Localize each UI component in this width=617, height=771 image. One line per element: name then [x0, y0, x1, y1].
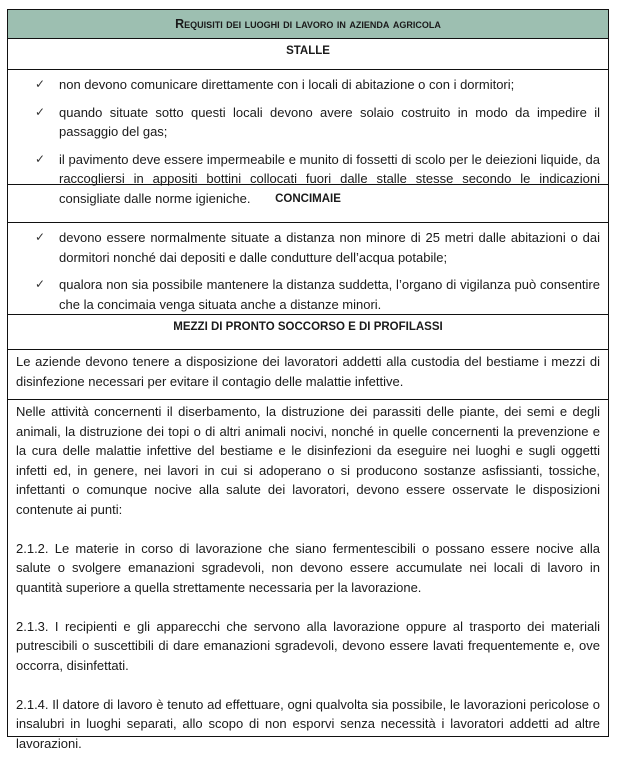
list-item [8, 275, 600, 314]
list-item [8, 103, 600, 142]
paragraph-2-1-4: 2.1.4. Il datore di lavoro è tenuto ad effettuare, ogni qualvolta sia possibile, le lavorazioni pericolose o insalubri in luoghi separati, allo scopo di non esporvi senza necessità i lavoratori addetti ad altre lavorazioni. [16, 696, 600, 751]
checkmark-icon: ✓ [35, 104, 46, 119]
checkmark-icon: ✓ [35, 230, 46, 244]
mezzi-intro: Le aziende devono tenere a disposizione dei lavoratori addetti alla custodia del bestiame i mezzi di disinfezione necessari per evitare il contagio delle malattie infettive. [16, 354, 600, 389]
table-title-text: Requisiti dei luoghi di lavoro in azienda agricola [175, 17, 441, 31]
concimaie-list-cell [8, 222, 608, 314]
table-title [8, 10, 608, 38]
section-heading-stalle: STALLE [8, 38, 608, 69]
list-item [8, 75, 600, 95]
requirements-table [7, 9, 609, 751]
checkmark-icon: ✓ [35, 77, 46, 91]
mezzi-intro-cell [8, 349, 608, 399]
section-heading-concimaie: CONCIMAIE [8, 184, 608, 222]
list-item-text: il pavimento deve essere impermeabile e munito di fossetti di scolo per le deiezioni liquide, da raccogliersi in appositi bottini collocati fuori dalle stalle stesse secondo le indicazioni consigliate dalle norme igieniche. [59, 151, 600, 206]
list-item-text: devono essere normalmente situate a distanza non minore di 25 metri dalle abitazioni o dai dormitori nonché dai depositi e dalle condutture dell’acqua potabile; [59, 230, 600, 265]
section-heading-mezzi: MEZZI DI PRONTO SOCCORSO E DI PROFILASSI [8, 314, 608, 349]
checkmark-icon: ✓ [35, 277, 46, 291]
checkmark-icon: ✓ [35, 151, 46, 166]
paragraph-2-1-2: 2.1.2. Le materie in corso di lavorazione che siano fermentescibili o possano essere nocive alla salute o svolgere emanazioni sgradevoli, non devono essere accumulate nei locali di lavoro in quantità superiore a quella strettamente necessaria per la lavorazione. [16, 540, 600, 595]
list-item-text: quando situate sotto questi locali devono avere solaio costruito in modo da impedire il passaggio del gas; [59, 104, 600, 139]
paragraph-2-1-3: 2.1.3. I recipienti e gli apparecchi che servono alla lavorazione oppure al trasporto dei materiali putrescibili o suscettibili di dare emanazioni sgradevoli, devono essere lavati frequentemente e, ove occorra, disinfettati. [16, 618, 600, 673]
paragraph: Nelle attività concernenti il diserbamento, la distruzione dei parassiti delle piante, dei semi e degli animali, la distruzione dei topi o di altri animali nocivi, nonché in quelle concernenti la prevenzione e la cura delle malattie infettive del bestiame e le disinfezioni da eseguire nei luoghi e sugli oggetti infetti ed, in genere, nei lavori in cui si adoperano o si producono sostanze asfissianti, tossiche, infettanti o comunque nocive alla salute dei lavoratori, devono essere osservate le disposizioni contenute ai punti: [16, 404, 600, 517]
list-item-text: qualora non sia possibile mantenere la distanza suddetta, l’organo di vigilanza può consentire che la concimaia venga situata anche a distanze minori. [59, 277, 600, 312]
mezzi-details-cell [8, 399, 608, 751]
list-item-text: non devono comunicare direttamente con i locali di abitazione o con i dormitori; [59, 77, 515, 92]
concimaie-list [8, 223, 608, 314]
list-item [8, 228, 600, 267]
